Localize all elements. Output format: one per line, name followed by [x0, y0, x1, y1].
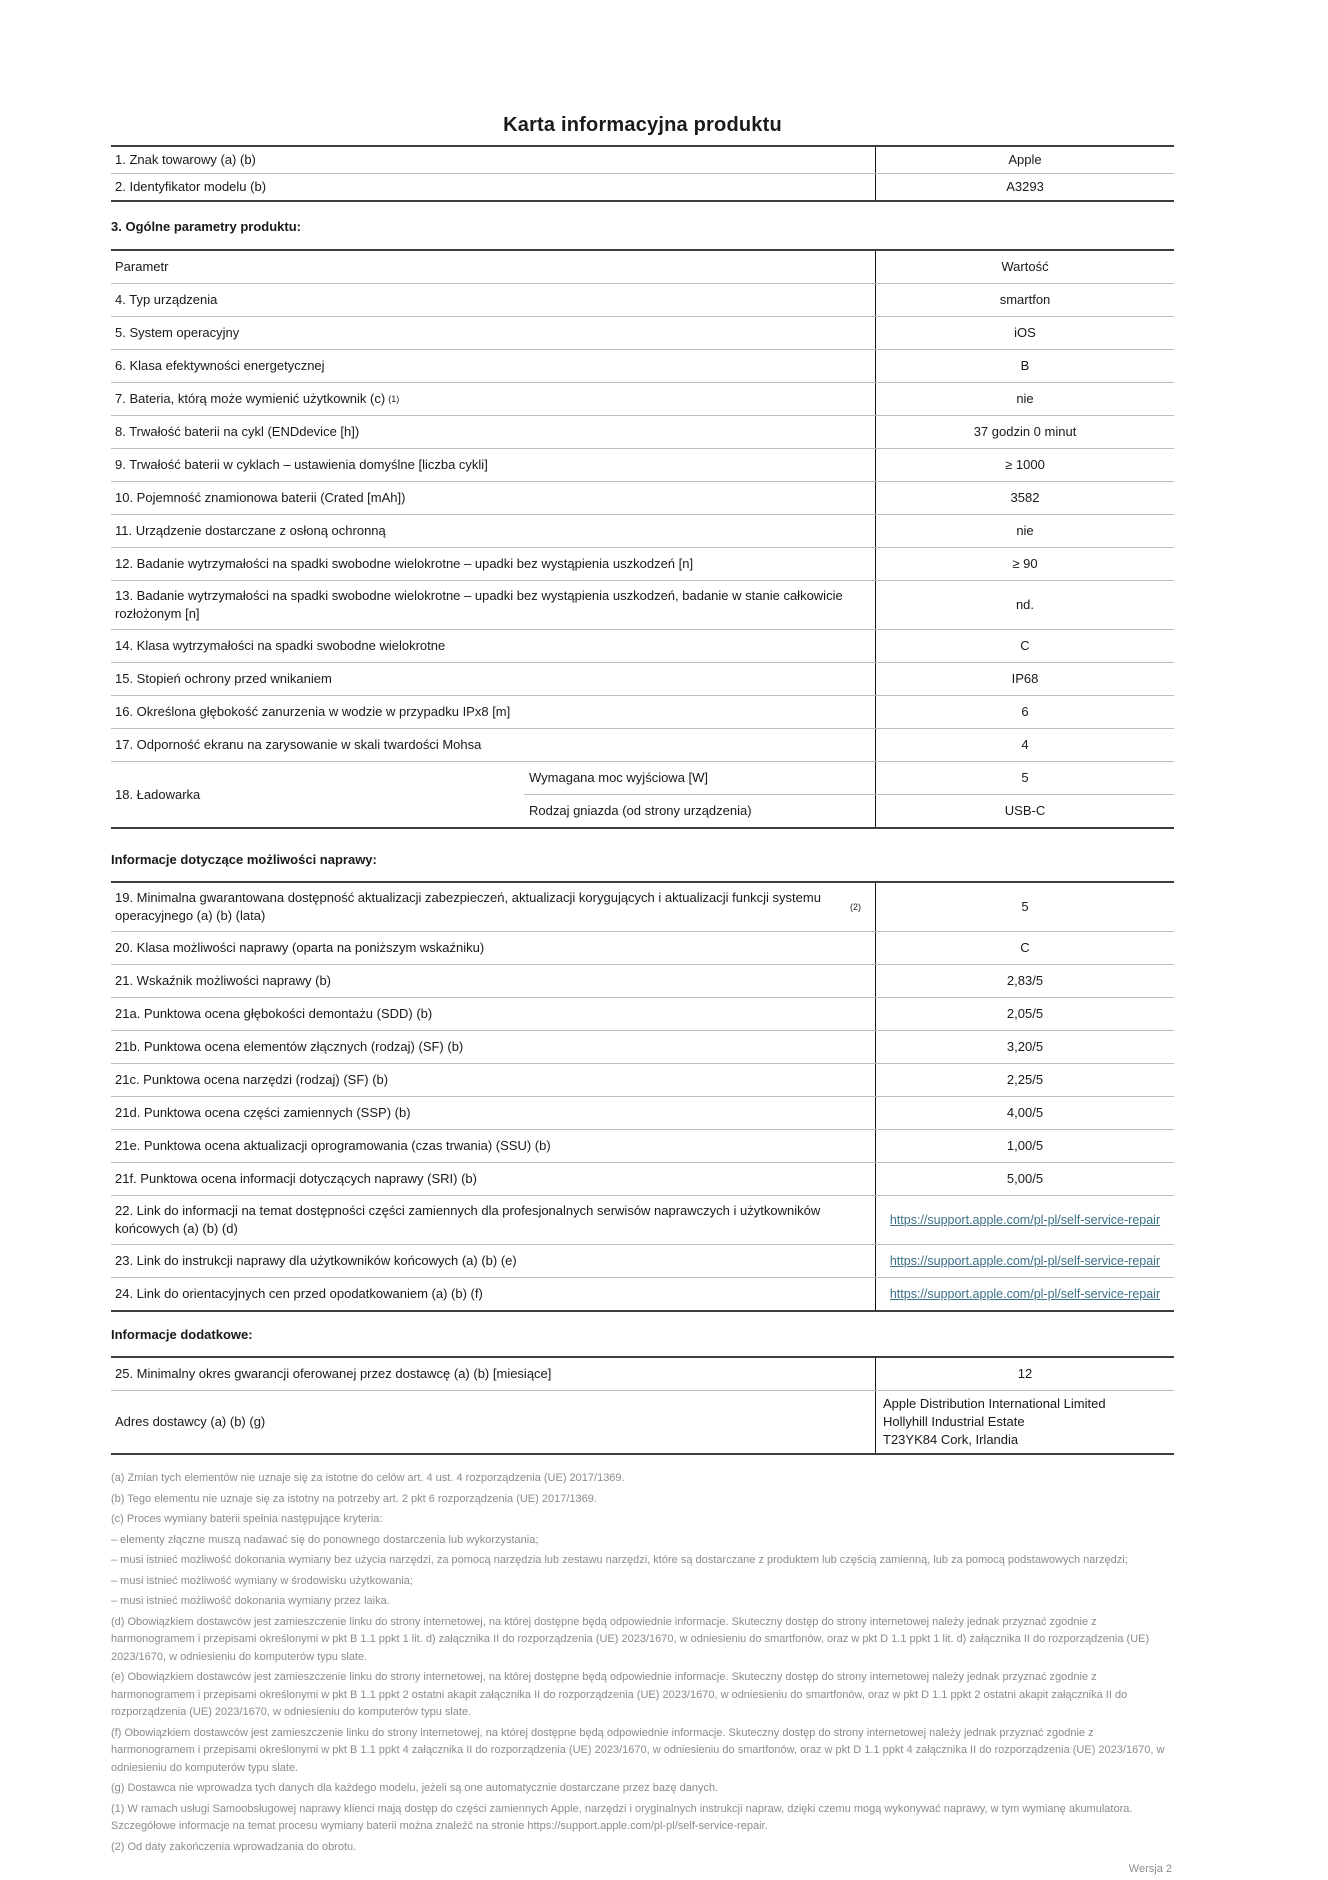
table-row: [111, 173, 1174, 200]
table-row: [111, 415, 1174, 448]
row-label: 17. Odporność ekranu na zarysowanie w skali twardości Mohsa: [115, 737, 482, 752]
row-label: 1. Znak towarowy (a) (b): [115, 152, 256, 167]
row-value: A3293: [875, 174, 1174, 200]
row-value: 2,05/5: [875, 998, 1174, 1030]
table-row: [111, 1030, 1174, 1063]
row-label-text: 19. Minimalna gwarantowana dostępność aktualizacji zabezpieczeń, aktualizacji korygujących i aktualizacji funkcji systemu operacyjnego (a) (b) (lata): [115, 890, 821, 923]
row-label: 4. Typ urządzenia: [115, 292, 218, 307]
footnote-item: (a) Zmian tych elementów nie uznaje się za istotne do celów art. 4 ust. 4 rozporządzenia (UE) 2017/1369.: [111, 1472, 625, 1484]
table-row: [111, 662, 1174, 695]
row-label: 18. Ładowarka: [115, 787, 201, 802]
row-label: 15. Stopień ochrony przed wnikaniem: [115, 671, 332, 686]
row-value: [875, 1196, 1174, 1244]
table-row: [111, 349, 1174, 382]
row-value: 12: [875, 1358, 1174, 1390]
supplier-address: [875, 1391, 1174, 1453]
subrow-label: Wymagana moc wyjściowa [W]: [529, 770, 709, 785]
product-information-sheet: [111, 0, 1174, 1875]
table-row: [111, 448, 1174, 481]
row-value: 5,00/5: [875, 1163, 1174, 1195]
row-label: 21c. Punktowa ocena narzędzi (rodzaj) (SF) (b): [115, 1072, 389, 1087]
self-service-repair-link[interactable]: https://support.apple.com/pl-pl/self-service-repair: [889, 1287, 1161, 1301]
column-header-parametr: Parametr: [115, 259, 169, 274]
table-row: [111, 514, 1174, 547]
row-value: 2,25/5: [875, 1064, 1174, 1096]
table-row-supplier-address: [111, 1390, 1174, 1453]
footnote-item: – musi istnieć możliwość dokonania wymiany bez użycia narzędzi, za pomocą narzędzia lub zestawu narzędzi, które są dostarczane z produktem lub częścią zamienną, lub za pomocą podstawowych narzędzi;: [111, 1554, 1128, 1566]
footnote-item: (e) Obowiązkiem dostawców jest zamieszczenie linku do strony internetowej, na której dostępne będą odpowiednie informacje. Skuteczny dostęp do strony internetowej należy jednak przyznać zgodnie z harmonogramem i przepisami określonymi w pkt B 1.1 ppkt 2 ostatni akapit załącznika II do rozporządzenia (UE) 2023/1670, w odniesieniu do smartfonów, oraz w pkt D 1.1 ppkt 2 ostatni akapit załącznika II do rozporządzenia (UE) 2023/1670, w odniesieniu do komputerów typu slate.: [111, 1671, 1128, 1718]
table-row: [111, 883, 1174, 931]
row-label: 19. Minimalna gwarantowana dostępność aktualizacji zabezpieczeń, aktualizacji korygujących i aktualizacji funkcji systemu operacyjnego (a) (b) (lata) (2): [115, 890, 861, 923]
row-value: [875, 1245, 1174, 1277]
row-value: 2,83/5: [875, 965, 1174, 997]
table-header-row: [111, 251, 1174, 283]
table-row: [111, 547, 1174, 580]
table-row: [111, 931, 1174, 964]
row-value: [875, 1278, 1174, 1310]
address-block: [883, 1395, 1106, 1449]
footnote-item: (f) Obowiązkiem dostawców jest zamieszczenie linku do strony internetowej, na której dostępne będą odpowiednie informacje. Skuteczny dostęp do strony internetowej należy jednak przyznać zgodnie z harmonogramem i przepisami określonymi w pkt B 1.1 ppkt 4 załącznika II do rozporządzenia (UE) 2023/1670, w odniesieniu do smartfonów, oraz w pkt D 1.1 ppkt 4 załącznika II do rozporządzenia (UE) 2023/1670, w odniesieniu do komputerów typu slate.: [111, 1726, 1165, 1774]
row-label: 16. Określona głębokość zanurzenia w wodzie w przypadku IPx8 [m]: [115, 704, 511, 719]
row-value: B: [875, 350, 1174, 382]
charger-subtable: [524, 762, 1174, 827]
row-value: ≥ 90: [875, 548, 1174, 580]
row-value: smartfon: [875, 284, 1174, 316]
subrow-label: Rodzaj gniazda (od strony urządzenia): [529, 803, 752, 818]
footnote-item: (g) Dostawca nie wprowadza tych danych dla każdego modelu, jeżeli są one automatycznie dostarczane przez bazę danych.: [111, 1782, 719, 1794]
row-value: nie: [875, 383, 1174, 415]
row-label: Adres dostawcy (a) (b) (g): [115, 1414, 266, 1429]
row-value: 5: [875, 883, 1174, 931]
row-value: 37 godzin 0 minut: [875, 416, 1174, 448]
row-value: C: [875, 932, 1174, 964]
row-value: 4: [875, 729, 1174, 761]
row-label: 21e. Punktowa ocena aktualizacji oprogramowania (czas trwania) (SSU) (b): [115, 1138, 551, 1153]
row-label: 2. Identyfikator modelu (b): [115, 179, 267, 194]
table-subrow: [524, 762, 1174, 794]
address-line: Hollyhill Industrial Estate: [883, 1414, 1025, 1429]
footnote-item: (1) W ramach usługi Samoobsługowej naprawy klienci mają dostęp do części zamiennych Apple, narzędzi i oryginalnych instrukcji napraw, dzięki czemu mogą wykonywać naprawy, w tym wymianę akumulatora. Szczegółowe informacje na temat procesu wymiany baterii można znaleźć na stronie https://support.apple.com/pl-pl/self-service-repair.: [111, 1802, 1133, 1832]
address-line: T23YK84 Cork, Irlandia: [883, 1432, 1019, 1447]
table-row: [111, 1063, 1174, 1096]
footnote-item: (b) Tego elementu nie uznaje się za istotny na potrzeby art. 2 pkt 6 rozporządzenia (UE) 2017/1369.: [111, 1492, 597, 1505]
footnote-item: (d) Obowiązkiem dostawców jest zamieszczenie linku do strony internetowej, na której dostępne będą odpowiednie informacje. Skuteczny dostęp do strony internetowej należy jednak przyznać zgodnie z harmonogramem i przepisami określonymi w pkt B 1.1 ppkt 1 lit. d) załącznika II do rozporządzenia (UE) 2023/1670, w odniesieniu do smartfonów, oraz w pkt D 1.1 ppkt 1 lit. d) załącznika II do rozporządzenia (UE) 2023/1670, w odniesieniu do komputerów typu slate.: [111, 1615, 1150, 1663]
row-value: IP68: [875, 663, 1174, 695]
row-label: 24. Link do orientacyjnych cen przed opodatkowaniem (a) (b) (f): [115, 1286, 483, 1301]
self-service-repair-link[interactable]: https://support.apple.com/pl-pl/self-service-repair: [889, 1213, 1161, 1227]
table-row: [111, 1277, 1174, 1310]
row-value: ≥ 1000: [875, 449, 1174, 481]
row-value: nd.: [875, 581, 1174, 629]
row-value: 3582: [875, 482, 1174, 514]
table-row: [111, 728, 1174, 761]
subrow-value: USB-C: [875, 795, 1174, 827]
table-row: [111, 1129, 1174, 1162]
row-value: 1,00/5: [875, 1130, 1174, 1162]
table-subrow: [524, 794, 1174, 827]
row-value: C: [875, 630, 1174, 662]
repair-table: [111, 881, 1174, 1312]
table-row: [111, 481, 1174, 514]
row-label: 12. Badanie wytrzymałości na spadki swobodne wielokrotne – upadki bez wystąpienia uszkodzeń [n]: [115, 556, 694, 571]
row-label: 21b. Punktowa ocena elementów złącznych (rodzaj) (SF) (b): [115, 1039, 464, 1054]
row-value: iOS: [875, 317, 1174, 349]
version-label: Wersja 2: [1128, 1863, 1172, 1875]
self-service-repair-link[interactable]: https://support.apple.com/pl-pl/self-service-repair: [889, 1254, 1161, 1268]
section-heading-general: 3. Ogólne parametry produktu:: [111, 219, 301, 234]
footnote-item: – musi istnieć możliwość wymiany w środowisku użytkowania;: [111, 1574, 413, 1587]
row-value: nie: [875, 515, 1174, 547]
row-label: 7. Bateria, którą może wymienić użytkownik (c) (1): [115, 391, 400, 406]
additional-info-table: [111, 1356, 1174, 1455]
row-label-text: 7. Bateria, którą może wymienić użytkownik (c): [115, 391, 386, 406]
page-title: Karta informacyjna produktu: [503, 114, 782, 136]
table-row: [111, 580, 1174, 629]
subrow-value: 5: [875, 762, 1174, 794]
footnotes: [111, 1470, 1174, 1856]
table-row: [111, 629, 1174, 662]
table-row: [111, 1358, 1174, 1390]
table-row: [111, 1096, 1174, 1129]
column-header-wartosc: Wartość: [875, 251, 1174, 283]
row-label: 5. System operacyjny: [115, 325, 240, 340]
row-label: 14. Klasa wytrzymałości na spadki swobodne wielokrotne: [115, 638, 446, 653]
table-row: [111, 283, 1174, 316]
row-label: 6. Klasa efektywności energetycznej: [115, 358, 325, 373]
footnote-item: – elementy złączne muszą nadawać się do ponownego dostarczenia lub wykorzystania;: [111, 1533, 539, 1546]
table-row: [111, 316, 1174, 349]
table-row: [111, 1162, 1174, 1195]
row-label: 21. Wskaźnik możliwości naprawy (b): [115, 973, 332, 988]
row-label: 25. Minimalny okres gwarancji oferowanej przez dostawcę (a) (b) [miesiące]: [115, 1366, 552, 1381]
table-row: [111, 147, 1174, 173]
address-line: Apple Distribution International Limited: [883, 1396, 1106, 1411]
row-label: 21d. Punktowa ocena części zamiennych (SSP) (b): [115, 1105, 411, 1120]
footnote-item: (2) Od daty zakończenia wprowadzania do obrotu.: [111, 1840, 357, 1853]
footnote-item: – musi istnieć możliwość dokonania wymiany przez laika.: [111, 1595, 390, 1607]
table-row: [111, 1195, 1174, 1244]
row-value: 3,20/5: [875, 1031, 1174, 1063]
section-heading-repair: Informacje dotyczące możliwości naprawy:: [111, 852, 377, 867]
row-label: 23. Link do instrukcji naprawy dla użytkowników końcowych (a) (b) (e): [115, 1253, 517, 1268]
row-value: 4,00/5: [875, 1097, 1174, 1129]
id-table: [111, 145, 1174, 202]
row-label: 11. Urządzenie dostarczane z osłoną ochronną: [115, 523, 386, 538]
row-value: 6: [875, 696, 1174, 728]
footnote-item: (c) Proces wymiany baterii spełnia następujące kryteria:: [111, 1513, 383, 1525]
row-label: 13. Badanie wytrzymałości na spadki swobodne wielokrotne – upadki bez wystąpienia uszkodzeń, badanie w stanie całkowicie rozłożonym [n]: [115, 588, 843, 621]
table-row: [111, 695, 1174, 728]
row-label: 22. Link do informacji na temat dostępności części zamiennych dla profesjonalnych serwisów naprawczych i użytkowników końcowych (a) (b) (d): [115, 1203, 821, 1236]
row-label: 20. Klasa możliwości naprawy (oparta na poniższym wskaźniku): [115, 940, 485, 955]
row-value: Apple: [875, 147, 1174, 173]
row-label: 10. Pojemność znamionowa baterii (Crated [mAh]): [115, 490, 406, 505]
table-row: [111, 382, 1174, 415]
row-label: 9. Trwałość baterii w cyklach – ustawienia domyślne [liczba cykli]: [115, 457, 488, 472]
row-label: 21f. Punktowa ocena informacji dotyczących naprawy (SRI) (b): [115, 1171, 477, 1186]
general-parameters-table: [111, 249, 1174, 829]
table-row: [111, 964, 1174, 997]
row-label: 8. Trwałość baterii na cykl (ENDdevice [h]): [115, 424, 360, 439]
table-row-charger: [111, 761, 1174, 827]
table-row: [111, 997, 1174, 1030]
row-label: 21a. Punktowa ocena głębokości demontażu (SDD) (b): [115, 1006, 433, 1021]
table-row: [111, 1244, 1174, 1277]
section-heading-additional: Informacje dodatkowe:: [111, 1327, 253, 1342]
